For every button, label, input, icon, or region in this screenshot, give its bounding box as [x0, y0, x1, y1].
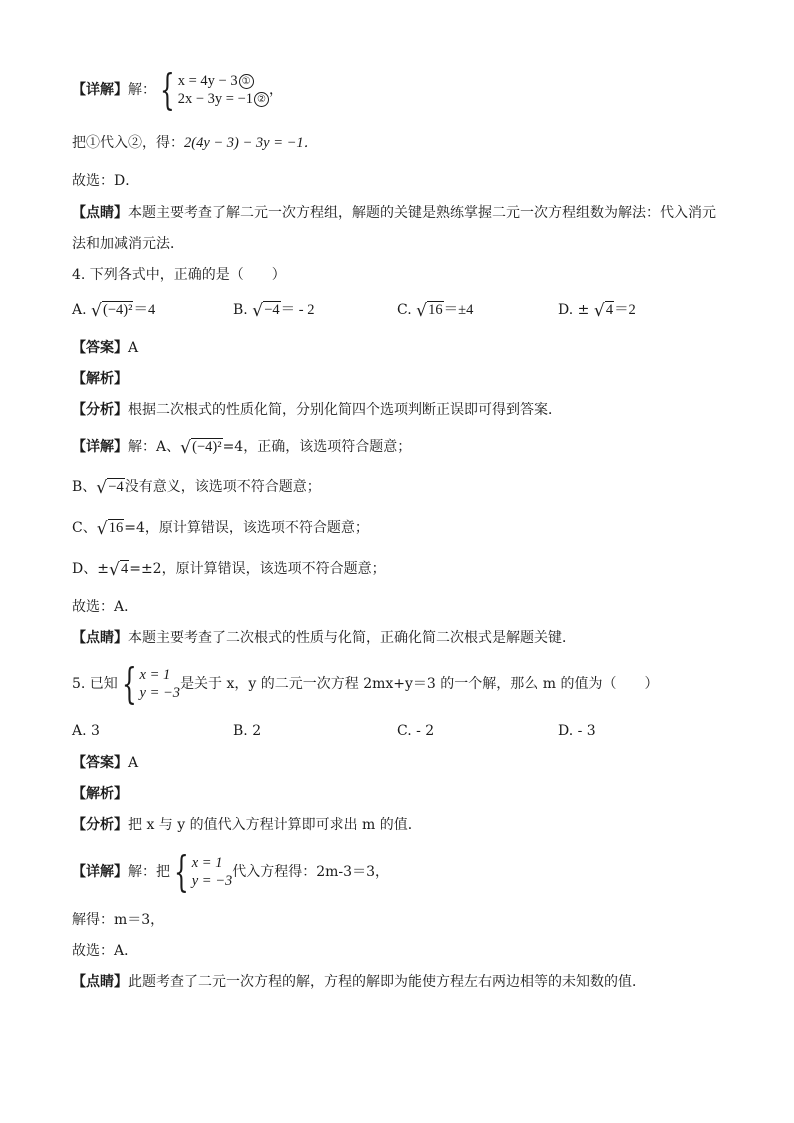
q4-breakdown	[72, 400, 562, 420]
sqrt-icon: √ −4	[96, 478, 124, 498]
q4-option-a-label: A.	[72, 302, 87, 318]
breakdown-tag: 【分析】	[72, 402, 128, 418]
q4-option-d-rest: ＝2	[614, 302, 636, 318]
q3-comment-text: 本题主要考查了解二元一次方程组，解题的关键是熟练掌握二元一次方程组数为解法：代入消元	[128, 205, 716, 221]
sqrt-icon: √ 4	[108, 560, 129, 580]
q4-analysis-tag: 【解析】	[72, 371, 128, 387]
detail-tag: 【详解】	[72, 439, 128, 455]
answer-tag: 【答案】	[72, 340, 128, 356]
q3-sub-math: 2(4y − 3) − 3y = −1．	[184, 135, 319, 151]
q5-answer-value: A	[128, 755, 139, 771]
q4-detail-a-post: =4，正确，该选项符合题意；	[222, 439, 412, 455]
q4-detail-d-post: =±2，原计算错误，该选项不符合题意；	[129, 561, 386, 577]
q5-comment-text: 此题考查了二元一次方程的解，方程的解即为能使方程左右两边相等的未知数的值．	[128, 974, 646, 990]
q4-detail-a-radicand: (−4)²	[192, 439, 222, 455]
q4-answer	[72, 338, 138, 358]
q3-detail	[72, 65, 284, 114]
q5-detail-system	[192, 854, 233, 890]
q3-eq-suffix: ，	[269, 82, 284, 98]
q3-choose: 故选：D．	[72, 173, 140, 189]
q4-option-c-label: C.	[397, 302, 412, 318]
comment-tag: 【点睛】	[72, 974, 128, 990]
detail-tag: 【详解】	[72, 864, 128, 880]
q5-detail	[72, 847, 389, 896]
q4-option-c-rest: ＝±4	[443, 302, 474, 318]
q4-choose: 故选：A．	[72, 599, 139, 615]
sqrt-icon: √ 16	[416, 301, 443, 321]
q4-option-b-label: B.	[233, 302, 248, 318]
q5-breakdown-text: 把 x 与 y 的值代入方程计算即可求出 m 的值．	[128, 817, 422, 833]
q4-option-d-label: D. ±	[558, 302, 590, 318]
q4-comment	[72, 628, 576, 648]
sqrt-icon: √ (−4)²	[180, 438, 222, 458]
q4-option-a-radicand: (−4)²	[103, 302, 133, 318]
left-brace: {	[160, 65, 175, 114]
comment-tag: 【点睛】	[72, 630, 128, 646]
q3-sub-text: 把①代入②，得：	[72, 135, 184, 151]
q4-detail-c	[72, 518, 369, 538]
q3-detail-prefix: 解：	[128, 82, 156, 98]
q5-breakdown	[72, 815, 422, 835]
q5-stem-post: 是关于 x，y 的二元一次方程 2mx+y＝3 的一个解，那么 m 的值为（ ）	[180, 676, 659, 692]
q4-detail-c-pre: C、	[72, 520, 97, 536]
q5-sys-y: y = −3	[139, 685, 181, 701]
q4-detail-b-post: 没有意义，该选项不符合题意；	[124, 479, 321, 495]
q4-detail-c-post: =4，原计算错误，该选项不符合题意；	[124, 520, 369, 536]
q4-option-c-radicand: 16	[428, 302, 443, 318]
left-brace: {	[121, 659, 137, 708]
q4-detail-b-pre: B、	[72, 479, 97, 495]
q5-option-d: D. - 3	[558, 723, 596, 739]
q5-sys-x: x = 1	[139, 667, 171, 683]
sqrt-icon: √ 4	[593, 301, 614, 321]
q5-stem-pre: 5. 已知	[72, 676, 118, 692]
comment-tag: 【点睛】	[72, 205, 128, 221]
answer-tag: 【答案】	[72, 755, 128, 771]
q4-detail-d	[72, 559, 386, 579]
q4-detail-b-radicand: −4	[108, 479, 124, 495]
q5-detail-pre: 解：把	[128, 864, 170, 880]
q4-option-d	[558, 300, 636, 320]
sqrt-icon: √ −4	[252, 301, 280, 321]
q4-stem: 4. 下列各式中，正确的是（ ）	[72, 267, 286, 283]
q4-option-b	[233, 300, 314, 320]
q3-comment-line1	[72, 203, 716, 223]
sqrt-icon: √ 16	[96, 519, 124, 539]
q4-option-b-rest: ＝ - 2	[280, 302, 315, 318]
q5-choose: 故选：A．	[72, 943, 139, 959]
q5-comment	[72, 972, 646, 992]
q5-detail-sys-x: x = 1	[191, 855, 223, 871]
q4-detail-a	[72, 437, 411, 457]
q5-option-a: A. 3	[72, 723, 100, 739]
q4-answer-value: A	[128, 340, 139, 356]
q5-system	[140, 666, 181, 702]
left-brace: {	[174, 847, 189, 896]
q4-breakdown-text: 根据二次根式的性质化简，分别化简四个选项判断正误即可得到答案．	[128, 402, 562, 418]
q4-detail-d-radicand: 4	[120, 561, 129, 577]
q3-substitution	[72, 133, 318, 153]
q4-option-c	[397, 300, 473, 320]
q3-comment-line2: 法和加减消元法．	[72, 236, 184, 252]
q5-option-c: C. - 2	[397, 723, 435, 739]
q4-detail-b	[72, 477, 321, 497]
q5-option-b: B. 2	[233, 723, 262, 739]
q5-solve: 解得：m＝3，	[72, 912, 165, 928]
q5-answer	[72, 753, 138, 773]
q5-stem	[72, 659, 659, 708]
q4-option-d-radicand: 4	[605, 302, 614, 318]
q3-eq2: 2x − 3y = −1	[177, 91, 254, 107]
q4-detail-c-radicand: 16	[108, 520, 124, 536]
q5-analysis-tag: 【解析】	[72, 786, 128, 802]
q4-detail-a-pre: 解：A、	[128, 439, 181, 455]
q5-detail-sys-y: y = −3	[191, 873, 233, 889]
q4-option-b-radicand: −4	[264, 302, 280, 318]
q4-comment-text: 本题主要考查了二次根式的性质与化简，正确化简二次根式是解题关键．	[128, 630, 576, 646]
breakdown-tag: 【分析】	[72, 817, 128, 833]
q4-option-a-rest: ＝4	[133, 302, 156, 318]
detail-tag: 【详解】	[72, 82, 128, 98]
equation-system	[178, 72, 269, 108]
q4-option-a	[72, 300, 155, 320]
q5-detail-post: 代入方程得：2m-3＝3，	[232, 864, 389, 880]
q4-detail-d-pre: D、±	[72, 561, 109, 577]
q3-eq1-mark: ①	[239, 74, 254, 89]
sqrt-icon: √ (−4)²	[91, 301, 133, 321]
q3-eq2-mark: ②	[254, 92, 269, 107]
q3-eq1: x = 4y − 3	[177, 73, 238, 89]
